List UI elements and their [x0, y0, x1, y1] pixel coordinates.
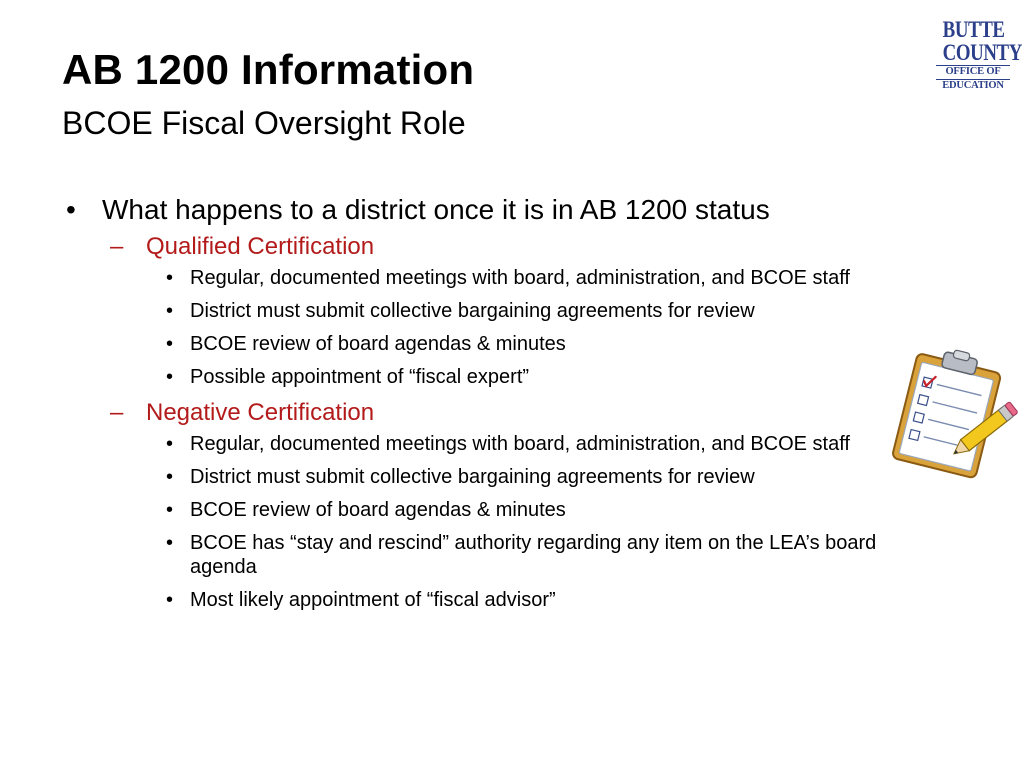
- logo-line-education: EDUCATION: [936, 79, 1010, 92]
- list-item: [146, 332, 942, 356]
- list-item: [146, 365, 942, 389]
- list-item: [146, 432, 942, 456]
- butte-county-office-of-education-logo: [936, 17, 1022, 91]
- main-bullet-text: What happens to a district once it is in AB 1200 status: [102, 194, 770, 225]
- list-item: [146, 266, 942, 290]
- bullet-icon: •: [166, 532, 174, 554]
- list-item: [146, 498, 942, 522]
- bullet-icon: •: [66, 194, 76, 225]
- bullet-icon: •: [166, 466, 174, 488]
- section-heading-qualified: [102, 232, 942, 262]
- slide-body: [62, 192, 942, 621]
- list-item: [146, 465, 942, 489]
- slide-subtitle: BCOE Fiscal Oversight Role: [62, 105, 466, 141]
- logo-line-butte: BUTTE: [942, 17, 1005, 42]
- list-item: [146, 531, 942, 579]
- list-item-text: BCOE review of board agendas & minutes: [190, 499, 566, 521]
- bullet-icon: •: [166, 433, 174, 455]
- list-item-text: Regular, documented meetings with board, administration, and BCOE staff: [190, 433, 850, 455]
- bullet-icon: •: [166, 589, 174, 611]
- main-bullet: [62, 192, 942, 228]
- list-item: [146, 588, 942, 612]
- dash-icon: –: [110, 399, 124, 426]
- list-item-text: District must submit collective bargaining agreements for review: [190, 466, 755, 488]
- bullet-icon: •: [166, 499, 174, 521]
- bullet-icon: •: [166, 267, 174, 289]
- bullet-icon: •: [166, 366, 174, 388]
- logo-line-office-of: OFFICE OF: [936, 65, 1010, 78]
- section-heading-negative: [102, 398, 942, 428]
- section-heading-text: Negative Certification: [146, 399, 375, 426]
- slide-title: AB 1200 Information: [62, 46, 475, 93]
- section-heading-text: Qualified Certification: [146, 233, 375, 260]
- list-item: [146, 299, 942, 323]
- list-item-text: BCOE review of board agendas & minutes: [190, 333, 566, 355]
- clipboard-pencil-icon: [876, 344, 1020, 484]
- list-item-text: District must submit collective bargaining agreements for review: [190, 300, 755, 322]
- list-item-text: Regular, documented meetings with board, administration, and BCOE staff: [190, 267, 850, 289]
- list-item-text: Most likely appointment of “fiscal advisor”: [190, 589, 556, 611]
- dash-icon: –: [110, 233, 124, 260]
- bullet-icon: •: [166, 333, 174, 355]
- list-item-text: BCOE has “stay and rescind” authority regarding any item on the LEA’s board agenda: [190, 532, 877, 578]
- bullet-icon: •: [166, 300, 174, 322]
- logo-line-county: COUNTY: [942, 40, 1022, 65]
- list-item-text: Possible appointment of “fiscal expert”: [190, 366, 530, 388]
